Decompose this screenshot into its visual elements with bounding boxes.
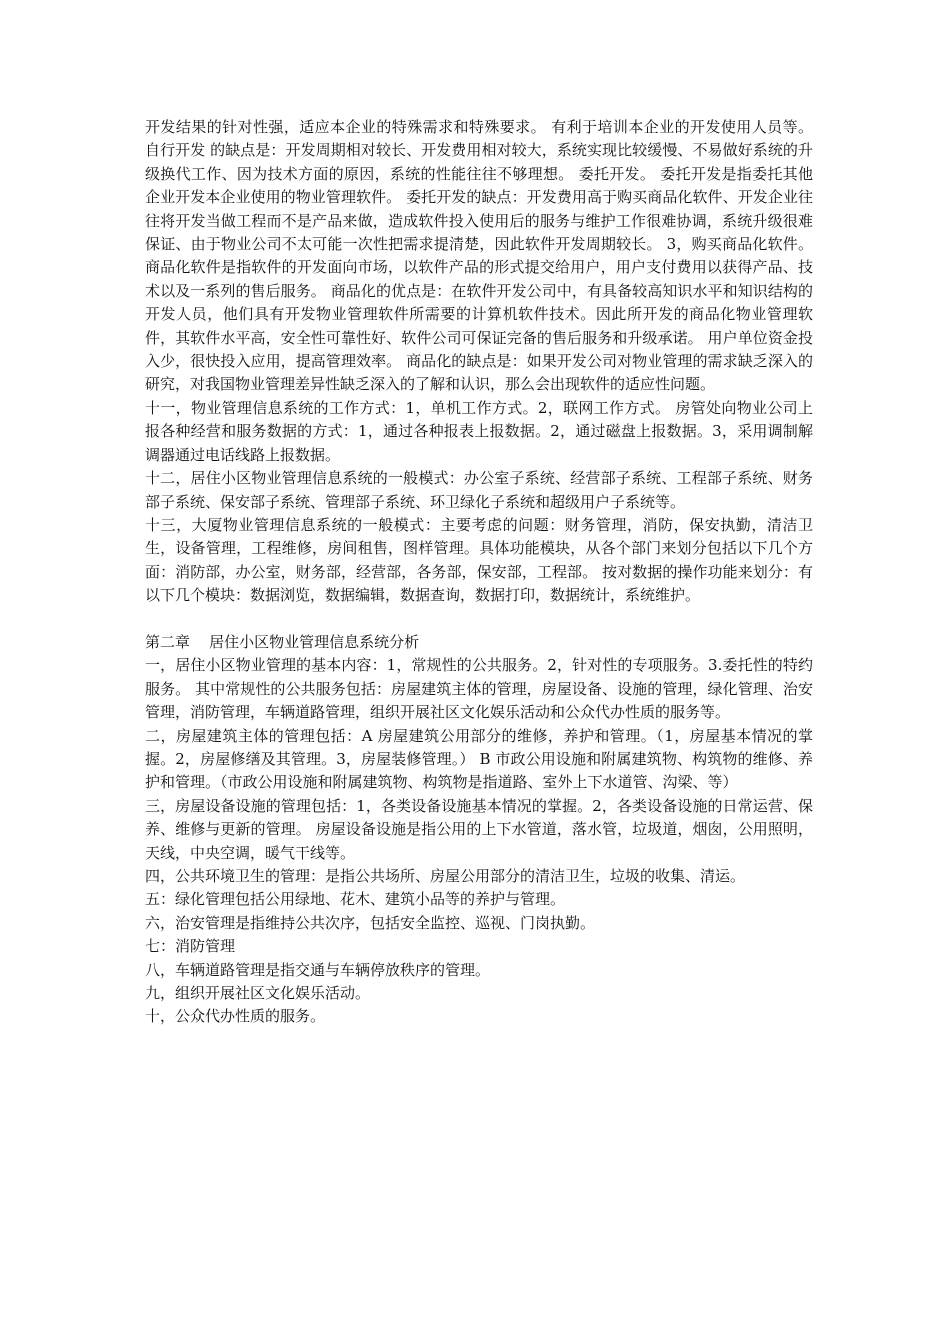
paragraph-item-7: 七：消防管理 xyxy=(145,937,236,956)
blank-line xyxy=(145,608,813,631)
paragraph-software-development: 开发结果的针对性强，适应本企业的特殊需求和特殊要求。 有利于培训本企业的开发使用人员等。 自行开发 的缺点是：开发周期相对较长、开发费用相对较大，系统实现比较缓慢、不易做好系统的升级换代工作、因为技术方面的原因，系统的性能往往不够理想。 委托开发。 委托开发是指委托其他企业开发本企业使用的物业管理软件。 委托开发的缺点：开发费用高于购买商品化软件、开发企业往往将开发当做工程而不是产品来做，造成软件投入使用后的服务与维护工作很难协调，系统升级很难保证、由于物业公司不太可能一次性把需求提清楚，因此软件开发周期较长。 3，购买商品化软件。 商品化软件是指软件的开发面向市场，以软件产品的形式提交给用户，用户支付费用以获得产品、技术以及一系列的售后服务。 商品化的优点是：在软件开发公司中，有具备较高知识水平和知识结构的开发人员，他们具有开发物业管理软件所需要的计算机软件技术。因此所开发的商品化物业管理软件，其软件水平高，安全性可靠性好、软件公司可保证完备的售后服务和升级承诺。 用户单位资金投入少，很快投入应用，提高管理效率。 商品化的缺点是：如果开发公司对物业管理的需求缺乏深入的研究，对我国物业管理差异性缺乏深入的了解和认识，那么会出现软件的适应性问题。 xyxy=(145,118,813,394)
document-body xyxy=(145,116,813,1029)
paragraph-item-4: 四，公共环境卫生的管理：是指公共场所、房屋公用部分的清洁卫生，垃圾的收集、清运。 xyxy=(145,866,746,885)
paragraph-section-12: 十二，居住小区物业管理信息系统的一般模式：办公室子系统、经营部子系统、工程部子系统、财务部子系统、保安部子系统、管理部子系统、环卫绿化子系统和超级用户子系统等。 xyxy=(145,469,813,511)
chapter-title: 第二章 居住小区物业管理信息系统分析 xyxy=(145,632,420,651)
paragraph-item-6: 六，治安管理是指维持公共次序，包括安全监控、巡视、门岗执勤。 xyxy=(145,913,596,932)
paragraph-item-1: 一，居住小区物业管理的基本内容：1，常规性的公共服务。2，针对性的专项服务。3.委托性的特约服务。 其中常规性的公共服务包括：房屋建筑主体的管理，房屋设备、设施的管理，绿化管理、治安管理，消防管理，车辆道路管理，组织开展社区文化娱乐活动和公众代办性质的服务等。 xyxy=(145,656,813,722)
paragraph-item-5: 五：绿化管理包括公用绿地、花木、建筑小品等的养护与管理。 xyxy=(145,890,566,909)
paragraph-section-13: 十三，大厦物业管理信息系统的一般模式：主要考虑的问题：财务管理，消防，保安执勤，清洁卫生，设备管理，工程维修，房间租售，图样管理。具体功能模块，从各个部门来划分包括以下几个方面：消防部，办公室，财务部，经营部，各务部，保安部，工程部。 按对数据的操作功能来划分：有以下几个模块：数据浏览，数据编辑，数据查询，数据打印，数据统计，系统维护。 xyxy=(145,515,813,605)
paragraph-section-11: 十一，物业管理信息系统的工作方式：1，单机工作方式。2，联网工作方式。 房管处向物业公司上报各种经营和服务数据的方式：1，通过各种报表上报数据。2，通过磁盘上报数据。3，采用调制解调器通过电话线路上报数据。 xyxy=(145,398,813,464)
paragraph-item-10: 十，公众代办性质的服务。 xyxy=(145,1007,326,1026)
paragraph-item-2: 二，房屋建筑主体的管理包括：A 房屋建筑公用部分的维修，养护和管理。（1，房屋基本情况的掌握。2，房屋修缮及其管理。3，房屋装修管理。） B 市政公用设施和附属建筑物、构筑物的维修、养护和管理。（市政公用设施和附属建筑物、构筑物是指道路、室外上下水道管、沟梁、等） xyxy=(145,726,813,792)
paragraph-item-8: 八，车辆道路管理是指交通与车辆停放秩序的管理。 xyxy=(145,960,491,979)
paragraph-item-9: 九，组织开展社区文化娱乐活动。 xyxy=(145,984,371,1003)
paragraph-item-3: 三，房屋设备设施的管理包括：1，各类设备设施基本情况的掌握。2，各类设备设施的日常运营、保养、维修与更新的管理。 房屋设备设施是指公用的上下水管道，落水管，垃圾道，烟囱，公用照明，天线，中央空调，暖气干线等。 xyxy=(145,796,813,862)
